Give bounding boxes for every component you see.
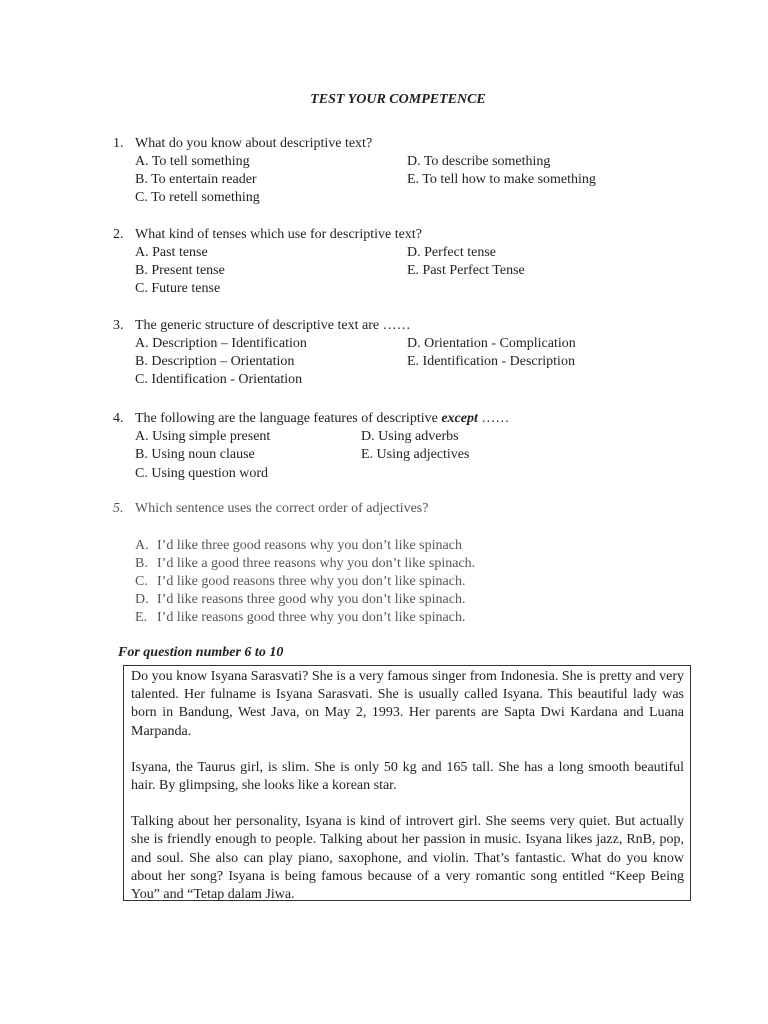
option-c: C. Using question word bbox=[135, 466, 268, 481]
page-title: TEST YOUR COMPETENCE bbox=[310, 92, 486, 107]
option-d: D. To describe something bbox=[407, 154, 551, 169]
option-letter: B. bbox=[135, 556, 148, 571]
option-text: I’d like a good three reasons why you don’t like spinach. bbox=[157, 556, 476, 571]
question-number: 2. bbox=[113, 227, 124, 242]
reading-passage bbox=[123, 665, 691, 901]
option-d bbox=[135, 591, 465, 609]
option-b: B. To entertain reader bbox=[135, 172, 257, 187]
passage-paragraph-2: Isyana, the Taurus girl, is slim. She is only 50 kg and 165 tall. She has a long smooth beautiful hair. By glimpsing, she looks like a korean star. bbox=[131, 759, 684, 794]
option-letter: D. bbox=[135, 592, 149, 607]
option-a: A. Past tense bbox=[135, 245, 208, 260]
option-a: A. To tell something bbox=[135, 154, 250, 169]
stem-text: The following are the language features of descriptive bbox=[135, 411, 442, 426]
option-e: E. Past Perfect Tense bbox=[407, 263, 525, 278]
question-stem: The generic structure of descriptive text are …… bbox=[135, 318, 411, 333]
stem-emphasis: except bbox=[441, 411, 478, 426]
option-c bbox=[135, 573, 465, 591]
option-c: C. Identification - Orientation bbox=[135, 372, 303, 387]
option-letter: E. bbox=[135, 610, 148, 625]
option-text: I’d like reasons three good why you don’t like spinach. bbox=[157, 592, 466, 607]
option-d: D. Using adverbs bbox=[361, 429, 459, 444]
option-b: B. Present tense bbox=[135, 263, 225, 278]
option-text: I’d like reasons good three why you don’t like spinach. bbox=[157, 610, 466, 625]
option-e: E. Using adjectives bbox=[361, 447, 470, 462]
passage-paragraph-3: Talking about her personality, Isyana is kind of introvert girl. She seems very quiet. But actually she is friendly enough to people. Talking about her passion in music. Isyana likes jazz, RnB, pop, and soul. She also can play piano, saxophone, and violin. That’s fantastic. What do you know about her song? Isyana is being famous because of a very romantic song entitled “Keep Being You” and “Tetap dalam Jiwa. bbox=[131, 814, 684, 903]
question-number: 5. bbox=[113, 501, 124, 516]
option-a bbox=[135, 537, 462, 555]
option-a: A. Description – Identification bbox=[135, 336, 307, 351]
question-stem: What do you know about descriptive text? bbox=[135, 136, 373, 151]
option-letter: C. bbox=[135, 574, 148, 589]
option-d: D. Perfect tense bbox=[407, 245, 497, 260]
option-letter: A. bbox=[135, 538, 149, 553]
question-number: 4. bbox=[113, 411, 124, 426]
stem-text-end: …… bbox=[477, 411, 510, 426]
question-stem bbox=[135, 411, 509, 427]
option-text: I’d like good reasons three why you don’t like spinach. bbox=[157, 574, 466, 589]
option-text: I’d like three good reasons why you don’t like spinach bbox=[157, 538, 462, 553]
option-c: C. Future tense bbox=[135, 281, 221, 296]
question-number: 3. bbox=[113, 318, 124, 333]
question-stem: What kind of tenses which use for descriptive text? bbox=[135, 227, 422, 242]
option-e bbox=[135, 609, 465, 627]
option-e: E. Identification - Description bbox=[407, 354, 575, 369]
option-d: D. Orientation - Complication bbox=[407, 336, 576, 351]
passage-heading: For question number 6 to 10 bbox=[118, 645, 284, 660]
option-b: B. Description – Orientation bbox=[135, 354, 295, 369]
question-stem: Which sentence uses the correct order of adjectives? bbox=[135, 501, 429, 516]
option-b bbox=[135, 555, 475, 573]
option-a: A. Using simple present bbox=[135, 429, 271, 444]
option-b: B. Using noun clause bbox=[135, 447, 255, 462]
option-c: C. To retell something bbox=[135, 190, 260, 205]
passage-paragraph-1: Do you know Isyana Sarasvati? She is a very famous singer from Indonesia. She is pretty and very talented. Her fulname is Isyana Sarasvati. She is usually called Isyana. This beautiful lady was born in Bandung, West Java, on May 2, 1993. Her parents are Sapta Dwi Kardana and Luana Marpanda. bbox=[131, 669, 684, 739]
question-number: 1. bbox=[113, 136, 124, 151]
option-e: E. To tell how to make something bbox=[407, 172, 596, 187]
